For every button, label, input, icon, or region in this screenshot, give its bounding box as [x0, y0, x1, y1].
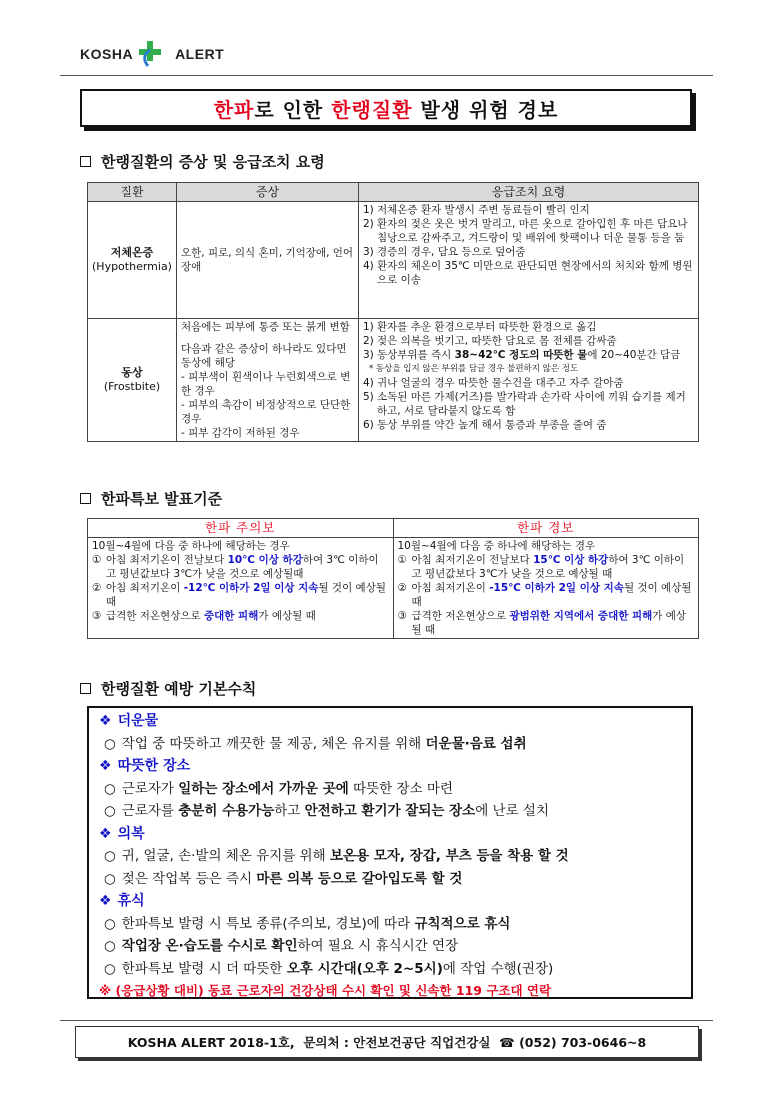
logo-text-alert: ALERT: [175, 46, 225, 62]
list-item: ○ 한파특보 발령 시 더 따뜻한 오후 시간대(오후 2~5시)에 작업 수행(권장): [104, 960, 554, 977]
criteria-header-row: [88, 519, 699, 538]
list-item: ○ 근로자가 일하는 장소에서 가까운 곳에 따뜻한 장소 마련: [104, 780, 454, 797]
advisory-title: 한파 주의보: [88, 519, 394, 538]
disease-hypothermia: 저체온증 (Hypothermia): [88, 202, 177, 319]
list-item: ○ 작업장 온·습도를 수시로 확인하여 필요 시 휴식시간 연장: [104, 938, 459, 954]
table-header-row: [88, 183, 699, 202]
emergency-note: ※ (응급상황 대비) 동료 근로자의 건강상태 수시 확인 및 신속한 119 구조대 연락: [99, 983, 552, 998]
diamond-bullet-icon: ❖: [99, 893, 112, 909]
section-heading-criteria: 한파특보 발표기준: [80, 488, 222, 509]
list-item: ○ 젖은 작업복 등은 즉시 마른 의복 등으로 갈아입도록 할 것: [104, 870, 463, 887]
header-disease: 질환: [88, 183, 177, 202]
warning-criteria: 10월~4월에 다음 중 하나에 해당하는 경우 ① 아침 최저기온이 전날보다 15℃ 이상 하강하여 3℃ 이하이고 평년값보다 3℃가 낮을 것으로 예상될 때 ② 아침 최저기온이 -15℃ 이하가 2일 이상 지속될 것이 예상될 때 ③ 급격한 저온현상으로 광범위한 지역에서 중대한 피해가 예상될 때: [393, 538, 699, 639]
diamond-bullet-icon: ❖: [99, 825, 112, 842]
checkbox-icon: [80, 493, 91, 504]
kosha-cross-icon: [139, 41, 161, 67]
footer-divider: [60, 1020, 713, 1021]
list-item: ○ 한파특보 발령 시 특보 종류(주의보, 경보)에 따라 규칙적으로 휴식: [104, 915, 511, 932]
criteria-body-row: [88, 538, 699, 639]
advisory-criteria: 10월~4월에 다음 중 하나에 해당하는 경우 ① 아침 최저기온이 전날보다 10℃ 이상 하강하여 3℃ 이하이고 평년값보다 3℃가 낮을 것으로 예상될때 ② 아침 최저기온이 -12℃ 이하가 2일 이상 지속될 것이 예상될 때 ③ 급격한 저온현상으로 중대한 피해가 예상될 때: [88, 538, 394, 639]
table-row-frostbite: [88, 319, 699, 442]
symptom-frostbite: 처음에는 피부에 통증 또는 붉게 변함 다음과 같은 증상이 하나라도 있다면 동상에 해당 - 피부색이 흰색이나 누런회색으로 변한 경우 - 피부의 촉감이 비정상적으로 단단한 경우 - 피부 감각이 저하된 경우: [176, 319, 358, 442]
list-item: ○ 근로자를 충분히 수용가능하고 안전하고 환기가 잘되는 장소에 난로 설치: [104, 803, 550, 819]
criteria-table: [87, 518, 699, 639]
first-aid-hypothermia: 1) 저체온증 환자 발생시 주변 동료들이 빨리 인지 2) 환자의 젖은 옷은 벗겨 말리고, 마른 옷으로 갈아입힌 후 마른 담요나 침낭으로 감싸주고, 겨드랑이 및 배위에 핫팩이나 더운 물통 등을 둠 3) 경증의 경우, 담요 등으로 덮어줌 4) 환자의 체온이 35℃ 미만으로 판단되면 현장에서의 처치와 함께 병원으로 이송: [358, 202, 698, 319]
warning-title: 한파 경보: [393, 519, 699, 538]
page-title: 한파 로 인한 한랭질환 발생 위험 경보: [80, 89, 692, 127]
logo-text-kosha: KOSHA: [80, 46, 134, 62]
checkbox-icon: [80, 683, 91, 694]
checkbox-icon: [80, 156, 91, 167]
prevention-heading-clothing: ❖ 의복: [99, 825, 145, 842]
disease-frostbite: 동상 (Frostbite): [88, 319, 177, 442]
section-heading-prevention: 한랭질환 예방 기본수칙: [80, 678, 256, 699]
list-item: ○ 작업 중 따뜻하고 깨끗한 물 제공, 체온 유지를 위해 더운물·음료 섭취: [104, 735, 527, 752]
first-aid-frostbite: 1) 환자를 추운 환경으로부터 따뜻한 환경으로 옮김 2) 젖은 의복을 벗기고, 따뜻한 담요로 몸 전체를 감싸줌 3) 동상부위를 즉시 38~42℃ 정도의 따뜻한 물에 20~40분간 담금 * 동상을 입지 않은 부위를 담글 경우 불편하지 않은 정도 4) 귀나 얼굴의 경우 따뜻한 물수건을 대주고 자주 갈아줌 5) 소독된 마른 가제(거즈)를 발가락과 손가락 사이에 끼워 습기를 제거하고, 서로 달라붙지 않도록 함 6) 동상 부위를 약간 높게 해서 통증과 부종을 줄여 줌: [358, 319, 698, 442]
footer-contact: KOSHA ALERT 2018-1호, 문의처 : 안전보건공단 직업건강실 ☎ (052) 703-0646~8: [75, 1026, 699, 1058]
header-first-aid: 응급조치 요령: [358, 183, 698, 202]
symptom-hypothermia: 오한, 피로, 의식 혼미, 기억장애, 언어장애: [176, 202, 358, 319]
kosha-logo: [80, 34, 224, 74]
prevention-heading-place: ❖ 따뜻한 장소: [99, 758, 191, 774]
prevention-heading-water: ❖ 더운물: [99, 713, 159, 729]
header-divider: [60, 75, 713, 76]
symptoms-table: [87, 182, 699, 442]
list-item: ○ 귀, 얼굴, 손·발의 체온 유지를 위해 보온용 모자, 장갑, 부츠 등을 착용 할 것: [104, 848, 569, 864]
table-row-hypothermia: [88, 202, 699, 319]
phone-icon: ☎: [499, 1034, 515, 1050]
prevention-box: [87, 706, 693, 999]
header-symptom: 증상: [176, 183, 358, 202]
diamond-bullet-icon: ❖: [99, 713, 112, 729]
diamond-bullet-icon: ❖: [99, 758, 112, 774]
section-heading-symptoms: 한랭질환의 증상 및 응급조치 요령: [80, 151, 325, 172]
prevention-heading-rest: ❖ 휴식: [99, 893, 145, 909]
